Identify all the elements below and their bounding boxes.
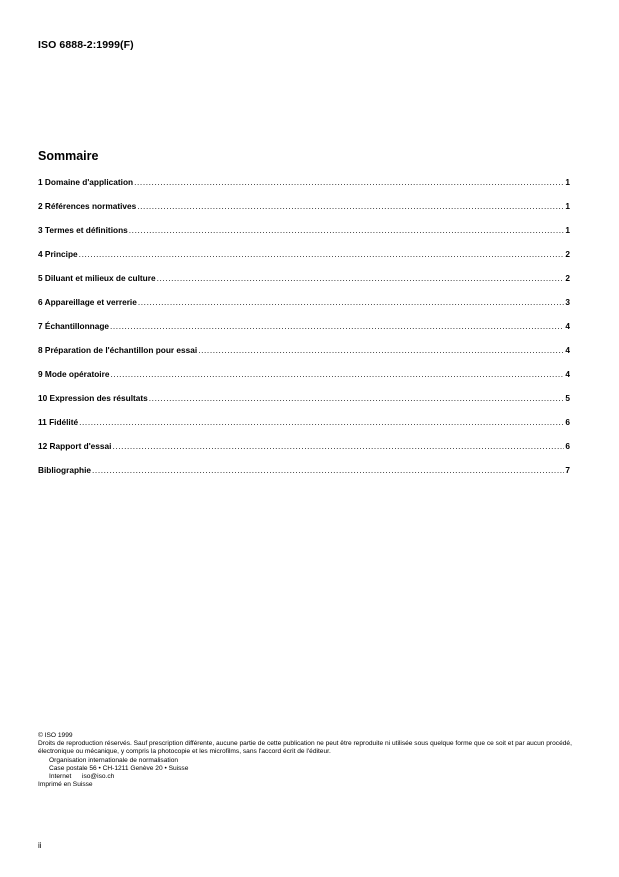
toc-entry-page: 5	[565, 393, 570, 403]
toc-entry-appareillage[interactable]	[38, 297, 570, 321]
dot-leader	[112, 441, 564, 451]
toc-entry-label: 1 Domaine d'application	[38, 177, 134, 187]
copyright-rights: Droits de reproduction réservés. Sauf prescription différente, aucune partie de cette publication ne peut être reproduite ni utilisée sous quelque forme que ce soit et par aucun procédé, électronique ou mécanique, y compris la photocopie et les microfilms, sans l'accord écrit de l'éditeur.	[38, 740, 572, 756]
dot-leader	[157, 273, 565, 283]
toc-entry-label: 3 Termes et définitions	[38, 225, 128, 235]
publisher-internet	[38, 773, 578, 781]
dot-leader	[79, 249, 565, 259]
dot-leader	[134, 177, 564, 187]
toc-entry-expression[interactable]	[38, 393, 570, 417]
dot-leader	[92, 465, 564, 475]
toc-entry-page: 1	[565, 177, 570, 187]
copyright-notice: © ISO 1999	[38, 732, 73, 739]
dot-leader	[79, 417, 564, 427]
copyright-block	[38, 732, 578, 789]
dot-leader	[149, 393, 565, 403]
toc-entry-label: 10 Expression des résultats	[38, 393, 148, 403]
table-of-contents	[38, 177, 570, 489]
toc-entry-label: 9 Mode opératoire	[38, 369, 110, 379]
toc-entry-label: 7 Échantillonnage	[38, 321, 109, 331]
toc-entry-page: 6	[565, 417, 570, 427]
toc-entry-page: 4	[565, 321, 570, 331]
toc-entry-principe[interactable]	[38, 249, 570, 273]
internet-label: Internet	[49, 773, 72, 781]
toc-entry-references[interactable]	[38, 201, 570, 225]
publisher-address: Case postale 56 • CH-1211 Genève 20 • Suisse	[49, 764, 189, 772]
toc-entry-page: 2	[565, 273, 570, 283]
toc-entry-mode-operatoire[interactable]	[38, 369, 570, 393]
toc-entry-page: 2	[565, 249, 570, 259]
toc-entry-fidelite[interactable]	[38, 417, 570, 441]
toc-entry-label: 11 Fidélité	[38, 417, 79, 427]
dot-leader	[110, 321, 564, 331]
toc-title: Sommaire	[38, 149, 99, 163]
toc-entry-label: 8 Préparation de l'échantillon pour essai	[38, 345, 198, 355]
toc-entry-page: 4	[565, 369, 570, 379]
toc-entry-domaine[interactable]	[38, 177, 570, 201]
publisher-organization: Organisation internationale de normalisation	[49, 756, 179, 764]
toc-entry-page: 3	[565, 297, 570, 307]
dot-leader	[138, 297, 565, 307]
toc-entry-label: 6 Appareillage et verrerie	[38, 297, 137, 307]
printed-in: Imprimé en Suisse	[38, 781, 93, 789]
toc-entry-termes[interactable]	[38, 225, 570, 249]
toc-entry-echantillonnage[interactable]	[38, 321, 570, 345]
toc-entry-page: 6	[565, 441, 570, 451]
document-reference: ISO 6888-2:1999(F)	[38, 39, 134, 51]
toc-entry-label: 12 Rapport d'essai	[38, 441, 112, 451]
dot-leader	[198, 345, 564, 355]
dot-leader	[110, 369, 564, 379]
toc-entry-label: 4 Principe	[38, 249, 78, 259]
internet-email[interactable]: iso@iso.ch	[82, 773, 115, 781]
toc-entry-preparation[interactable]	[38, 345, 570, 369]
toc-entry-page: 4	[565, 345, 570, 355]
toc-entry-diluant[interactable]	[38, 273, 570, 297]
toc-entry-rapport[interactable]	[38, 441, 570, 465]
dot-leader	[129, 225, 565, 235]
toc-entry-label: 5 Diluant et milieux de culture	[38, 273, 156, 283]
toc-entry-page: 7	[565, 465, 570, 475]
toc-entry-bibliographie[interactable]	[38, 465, 570, 489]
toc-entry-page: 1	[565, 201, 570, 211]
toc-entry-page: 1	[565, 225, 570, 235]
toc-entry-label: Bibliographie	[38, 465, 92, 475]
page-number: ii	[38, 841, 42, 850]
dot-leader	[137, 201, 564, 211]
toc-entry-label: 2 Références normatives	[38, 201, 137, 211]
